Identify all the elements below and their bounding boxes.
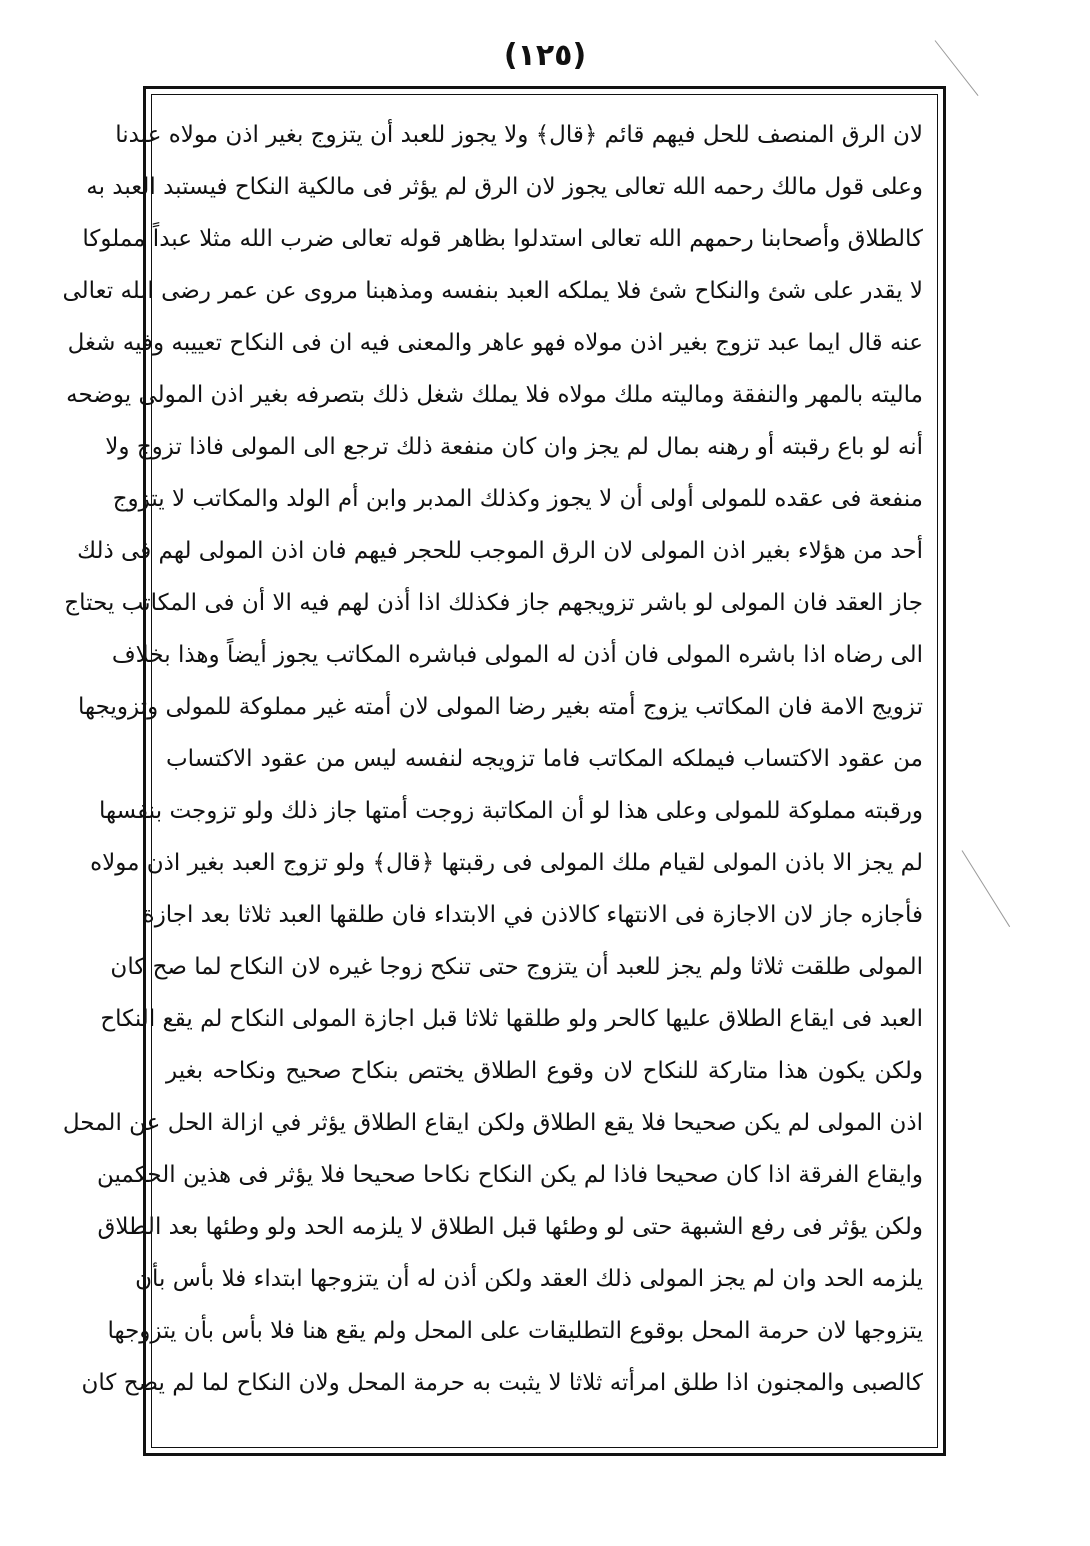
text-line: اذن المولى لم يكن صحيحا فلا يقع الطلاق ولكن ايقاع الطلاق يؤثر في ازالة الحل عن المحل (62, 1110, 923, 1136)
text-line: يلزمه الحد وان لم يجز المولى ذلك العقد ولكن أذن له أن يتزوجها ابتداء فلا بأس بأن (135, 1266, 923, 1292)
text-line: ولكن يكون هذا متاركة للنكاح لان وقوع الطلاق يختص بنكاح صحيح ونكاحه بغير (166, 1058, 923, 1084)
text-line: كالطلاق وأصحابنا رحمهم الله تعالى استدلوا بظاهر قوله تعالى ضرب الله مثلا عبداً مملوكا (82, 226, 923, 252)
text-line: ماليته بالمهر والنفقة وماليته ملك مولاه فلا يملك شغل ذلك بتصرفه بغير اذن المولى يوضحه (66, 382, 923, 408)
text-line: ورقبته مملوكة للمولى وعلى هذا لو أن المكاتبة زوجت أمتها جاز ذلك ولو تزوجت بنفسها (99, 798, 923, 824)
page-border-inner (62, 94, 938, 1448)
text-line: المولى طلقت ثلاثا ولم يجز للعبد أن يتزوج حتى تنكح زوجا غيره لان النكاح لما صح كان (110, 954, 923, 980)
text-line: الى رضاه اذا باشره المولى فان أذن له المولى فباشره المكاتب يجوز أيضاً وهذا بخلاف (111, 642, 923, 668)
text-line: لم يجز الا باذن المولى لقيام ملك المولى فى رقبتها ﴿قال﴾ ولو تزوج العبد بغير اذن مولاه (90, 850, 923, 876)
text-line: من عقود الاكتساب فيملكه المكاتب فاما تزويجه لنفسه ليس من عقود الاكتساب (166, 746, 923, 772)
text-line: عنه قال ايما عبد تزوج بغير اذن مولاه فهو عاهر والمعنى فيه ان فى النكاح تعييبه وفيه شغل (67, 330, 923, 356)
text-line: ولكن يؤثر فى رفع الشبهة حتى لو وطئها قبل الطلاق لا يلزمه الحد ولو وطئها بعد الطلاق (97, 1214, 923, 1240)
text-line: يتزوجها لان حرمة المحل بوقوع التطليقات على المحل ولم يقع هنا فلا بأس بأن يتزوجها (107, 1318, 923, 1344)
page-border-outer (62, 86, 946, 1456)
text-line: وعلى قول مالك رحمه الله تعالى يجوز لان الرق لم يؤثر فى مالكية النكاح فيستبد العبد به (86, 174, 923, 200)
body-text (62, 109, 923, 1409)
text-line: تزويج الامة فان المكاتب يزوج أمته بغير رضا المولى لان أمته غير مملوكة للمولى وتزويجها (78, 694, 923, 720)
page-number: (١٢٥) (503, 38, 587, 73)
scan-artifact-line-side (962, 850, 1011, 927)
text-line: فأجازه جاز لان الاجازة فى الانتهاء كالاذن في الابتداء فان طلقها العبد ثلاثا بعد اجازة (142, 902, 923, 928)
text-line: كالصبى والمجنون اذا طلق امرأته ثلاثا لا يثبت به حرمة المحل ولان النكاح لما لم يصح كان (81, 1370, 923, 1396)
text-line: لان الرق المنصف للحل فيهم قائم ﴿قال﴾ ولا يجوز للعبد أن يتزوج بغير اذن مولاه عندنا (115, 122, 923, 148)
text-line: وايقاع الفرقة اذا كان صحيحا فاذا لم يكن النكاح نكاحا صحيحا فلا يؤثر فى هذين الحكمين (96, 1162, 923, 1188)
text-line: أحد من هؤلاء بغير اذن المولى لان الرق الموجب للحجر فيهم فان اذن المولى لهم فى ذلك (77, 538, 923, 564)
text-line: لا يقدر على شئ والنكاح شئ فلا يملكه العبد بنفسه ومذهبنا مروى عن عمر رضى الله تعالى (62, 278, 923, 304)
text-line: أنه لو باع رقبته أو رهنه بمال لم يجز وان كان منفعة ذلك ترجع الى المولى فاذا تزوج ولا (105, 434, 923, 460)
text-line: منفعة فى عقده للمولى أولى أن لا يجوز وكذلك المدبر وابن أم الولد والمكاتب لا يتزوج (112, 486, 923, 512)
text-line: جاز العقد فان المولى لو باشر تزويجهم جاز فكذلك اذا أذن لهم فيه الا أن فى المكاتب يحتاج (64, 590, 923, 616)
text-line: العبد فى ايقاع الطلاق عليها كالحر ولو طلقها ثلاثا قبل اجازة المولى النكاح لم يقع النكاح (100, 1006, 923, 1032)
